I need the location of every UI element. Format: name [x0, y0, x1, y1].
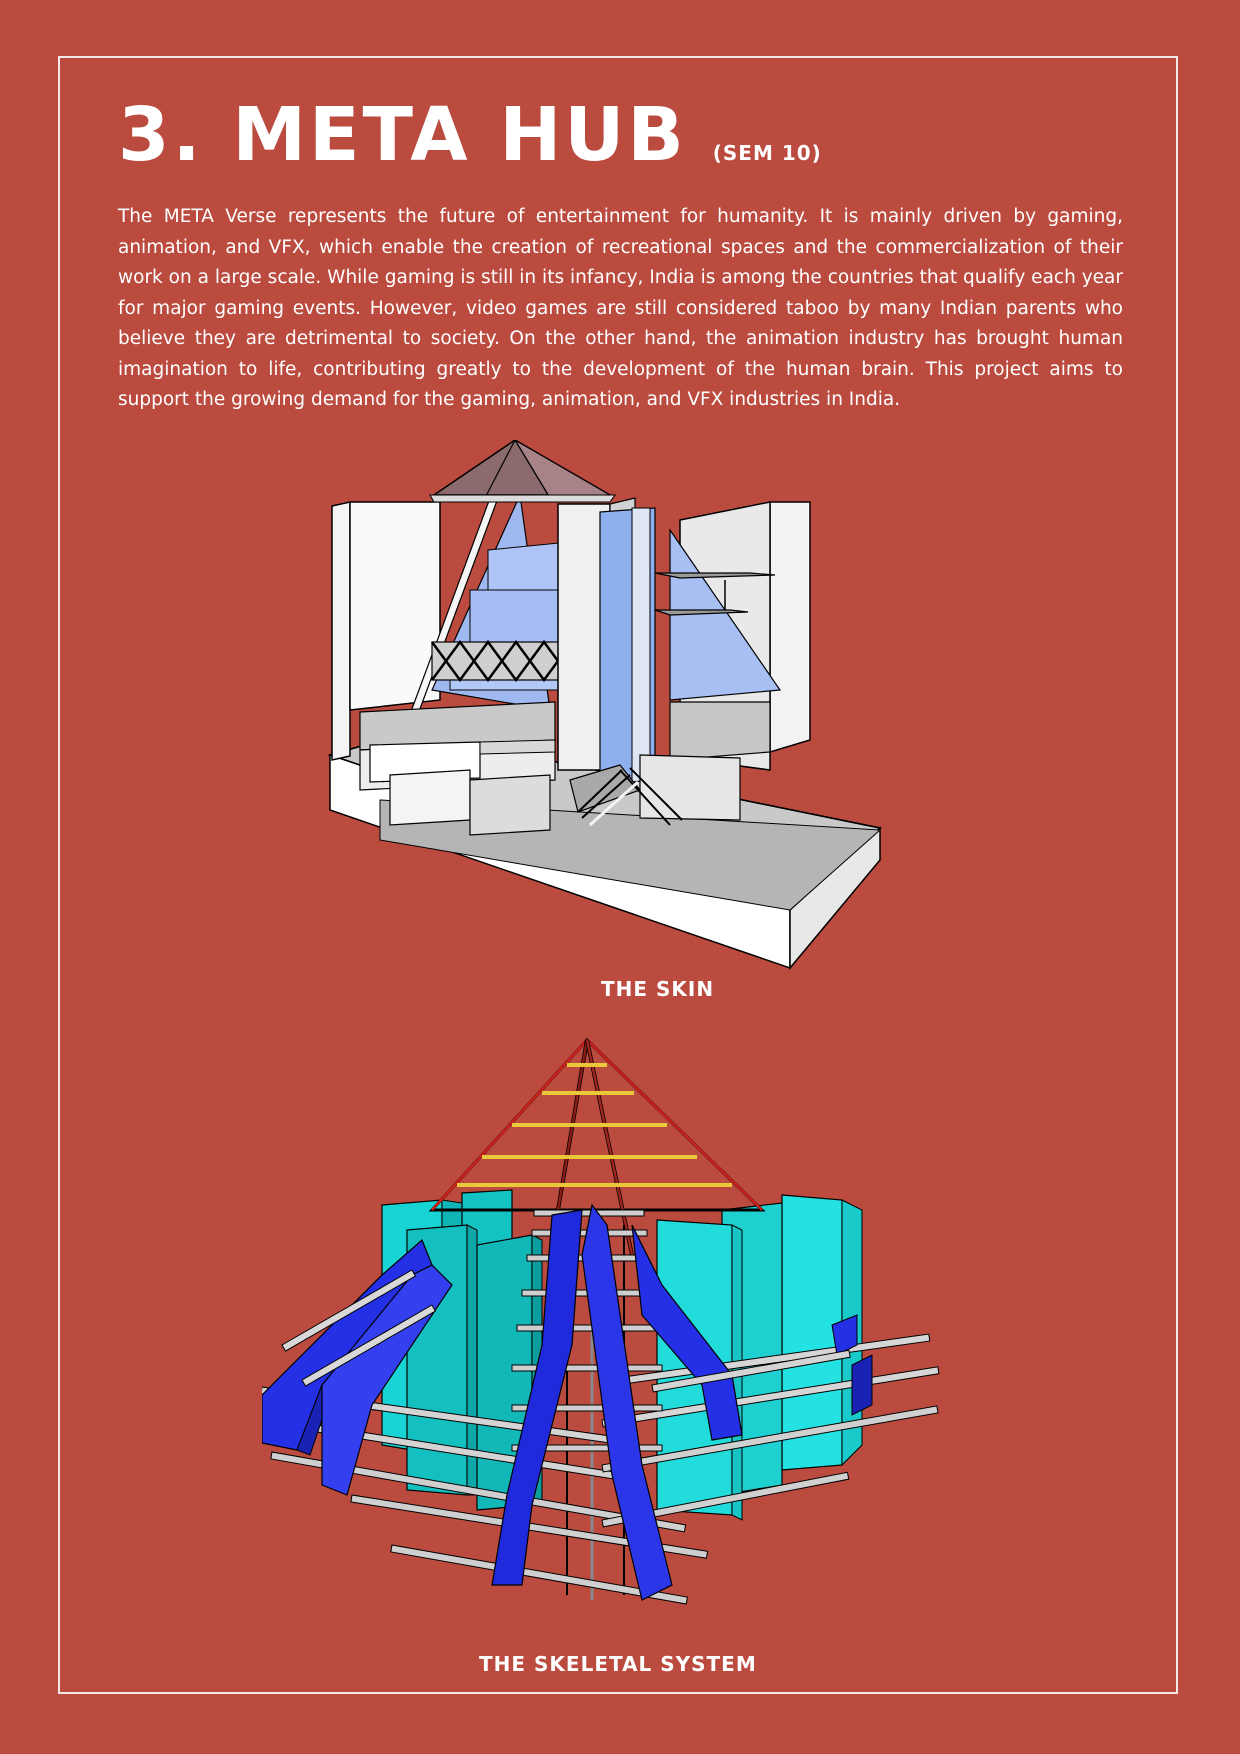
skeleton-illustration — [262, 1025, 982, 1625]
skin-illustration — [320, 440, 940, 980]
skin-caption: THE SKIN — [601, 977, 715, 1001]
intro-paragraph: The META Verse represents the future of entertainment for humanity. It is mainly driven by gaming, animation, and VFX, which enable the creation of recreational spaces and the commercialization of their work on a large scale. While gaming is still in its infancy, India is among the countries that qualify each year for major gaming events. However, video games are still considered taboo by many Indian parents who believe they are detrimental to society. On the other hand, the animation industry has brought human imagination to life, contributing greatly to the development of the human brain. This project aims to support the growing demand for the gaming, animation, and VFX industries in India. — [118, 206, 1123, 410]
page-title: 3. META HUB — [118, 92, 687, 178]
skeleton-caption: THE SKELETAL SYSTEM — [479, 1652, 757, 1676]
title-block — [118, 92, 822, 178]
semester-label: (SEM 10) — [712, 141, 822, 165]
